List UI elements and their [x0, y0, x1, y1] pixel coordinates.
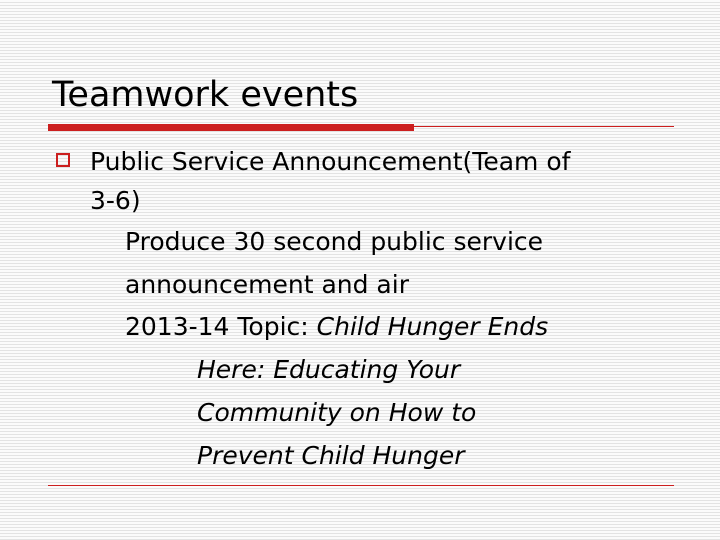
- bottom-divider: [48, 485, 674, 486]
- bullet-text-line-1: Public Service Announcement(Team of: [90, 147, 571, 176]
- topic-title-part-2: Here: Educating Your: [197, 355, 461, 384]
- topic-label: 2013-14 Topic:: [125, 312, 317, 341]
- topic-title-part-3: Community on How to: [197, 398, 477, 427]
- topic-title-part-4: Prevent Child Hunger: [197, 441, 465, 470]
- detail-line-2: announcement and air: [125, 270, 409, 299]
- title-underline-thin: [414, 126, 674, 127]
- topic-line: [125, 305, 548, 348]
- bullet-text-line-2: 3-6): [90, 186, 141, 215]
- detail-line-1: Produce 30 second public service: [125, 227, 544, 256]
- hollow-square-bullet-icon: [56, 153, 70, 167]
- slide-title: Teamwork events: [52, 75, 359, 115]
- topic-title-part-1: Child Hunger Ends: [316, 312, 549, 341]
- title-underline-thick: [48, 124, 414, 131]
